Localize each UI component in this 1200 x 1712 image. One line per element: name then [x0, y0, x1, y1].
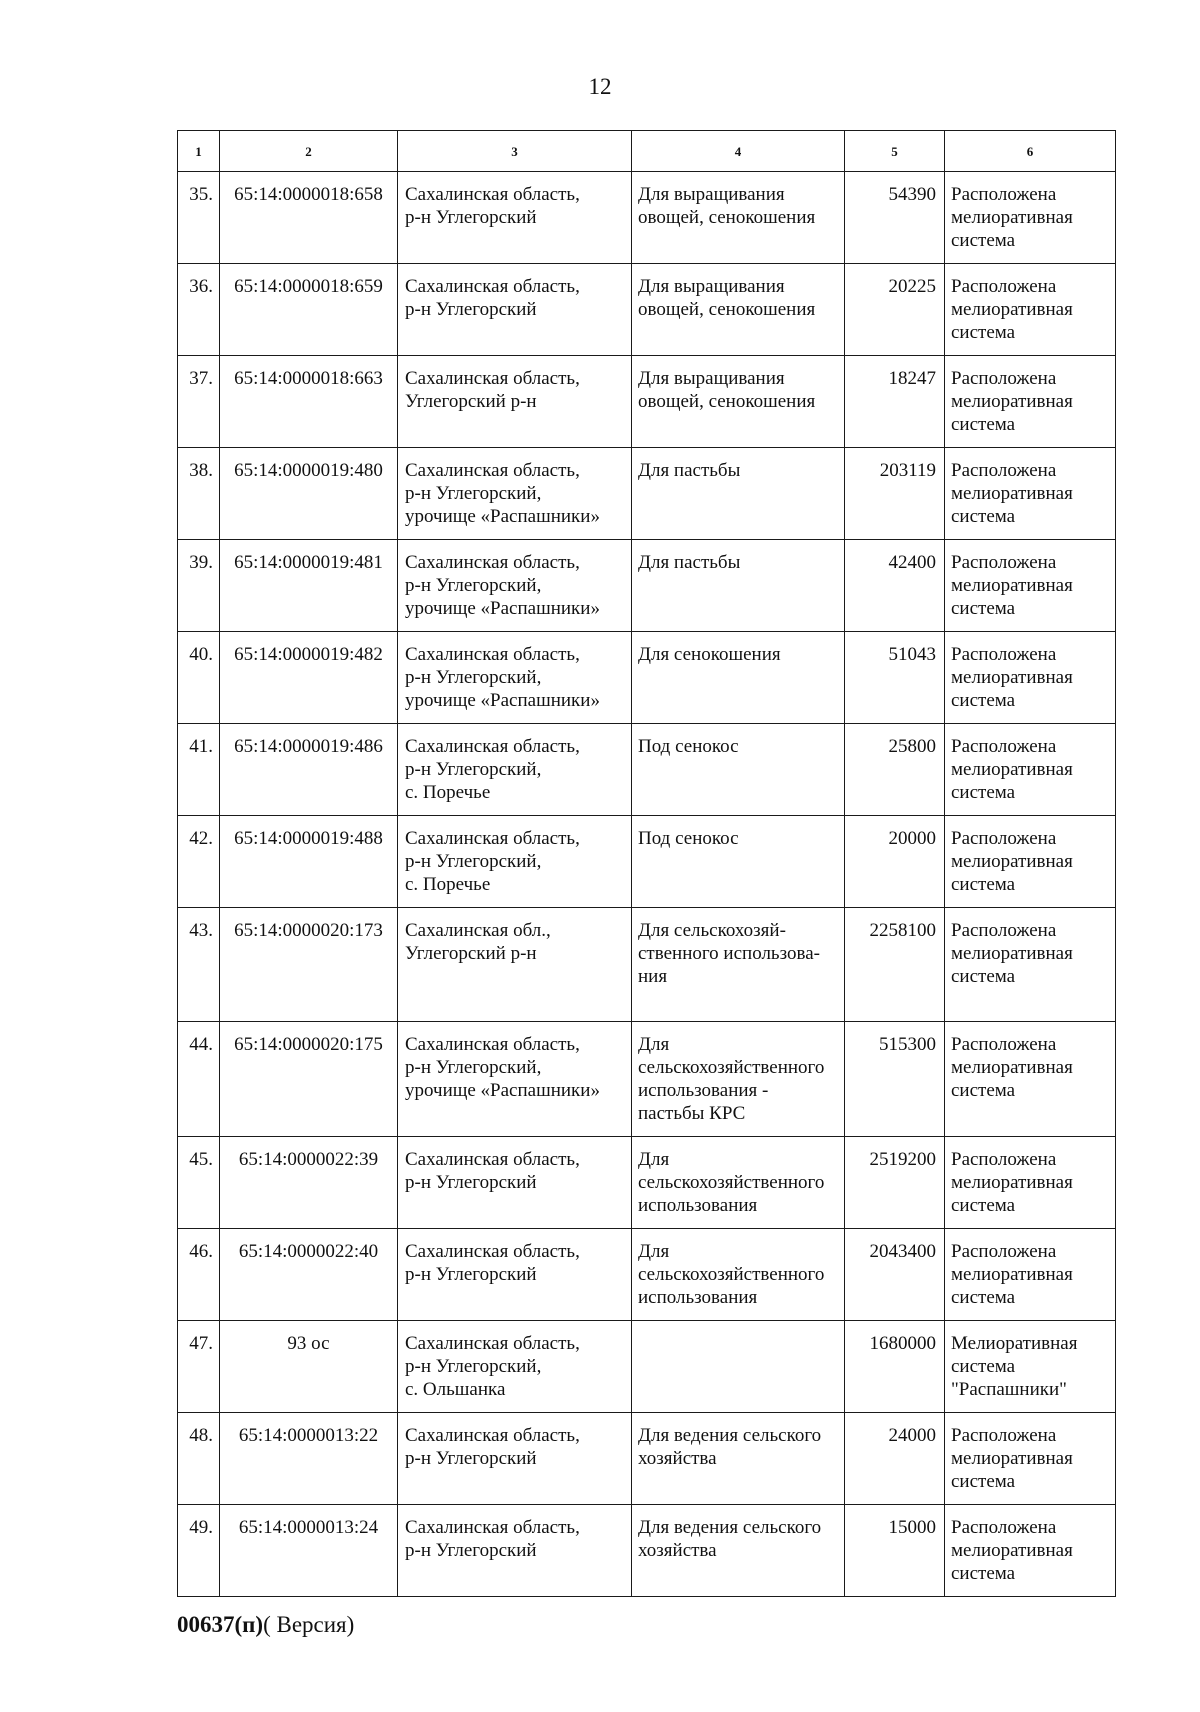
note-text: Расположена мелиоративная система [951, 828, 1073, 895]
address-text: Сахалинская область, Углегорский р-н [405, 368, 580, 412]
address-text: Сахалинская область, р-н Углегорский, урочище «Распашники» [405, 644, 600, 711]
cell-note [945, 1229, 1116, 1321]
cell-permitted-use [632, 356, 845, 448]
cell-note [945, 1022, 1116, 1137]
note-text: Расположена мелиоративная система [951, 1149, 1073, 1216]
row-number-text: 47. [189, 1333, 213, 1354]
table-header-row [178, 131, 1116, 172]
address-text: Сахалинская область, р-н Углегорский [405, 1517, 580, 1561]
cell-row-number [178, 724, 220, 816]
cell-permitted-use [632, 632, 845, 724]
document-code: 00637(п) [177, 1612, 264, 1637]
area-text: 42400 [888, 552, 936, 573]
cell-address [398, 632, 632, 724]
cell-cadastral-number [220, 1022, 398, 1137]
header-col-6: 6 [945, 131, 1116, 172]
cell-address [398, 1321, 632, 1413]
cell-permitted-use [632, 1413, 845, 1505]
table-row [178, 540, 1116, 632]
land-parcels-table [177, 130, 1116, 1597]
cell-permitted-use [632, 1137, 845, 1229]
cell-permitted-use [632, 172, 845, 264]
table-row [178, 1229, 1116, 1321]
cell-area [845, 632, 945, 724]
area-text: 15000 [888, 1517, 936, 1538]
cadastral-number-text: 65:14:0000019:481 [234, 552, 383, 573]
cell-cadastral-number [220, 724, 398, 816]
permitted-use-text: Для ведения сельского хозяйства [638, 1425, 822, 1469]
table-row [178, 1413, 1116, 1505]
note-text: Расположена мелиоративная система [951, 644, 1073, 711]
cell-address [398, 540, 632, 632]
table-row [178, 1505, 1116, 1597]
address-text: Сахалинская область, р-н Углегорский [405, 1241, 580, 1285]
cell-note [945, 448, 1116, 540]
address-text: Сахалинская область, р-н Углегорский, с. Поречье [405, 828, 580, 895]
note-text: Расположена мелиоративная система [951, 1034, 1073, 1101]
table-row [178, 356, 1116, 448]
cell-cadastral-number [220, 1137, 398, 1229]
permitted-use-text: Для сельскохозяйственного использования [638, 1149, 825, 1216]
cell-area [845, 1505, 945, 1597]
header-col-1: 1 [178, 131, 220, 172]
cell-area [845, 448, 945, 540]
permitted-use-text: Для ведения сельского хозяйства [638, 1517, 822, 1561]
permitted-use-text: Для сельскохозяйственного использования [638, 1241, 825, 1308]
cell-row-number [178, 172, 220, 264]
cell-area [845, 908, 945, 1022]
cell-permitted-use [632, 908, 845, 1022]
table-row [178, 264, 1116, 356]
cell-cadastral-number [220, 632, 398, 724]
table-row [178, 1022, 1116, 1137]
cell-note [945, 908, 1116, 1022]
address-text: Сахалинская область, р-н Углегорский [405, 1149, 580, 1193]
address-text: Сахалинская область, р-н Углегорский [405, 276, 580, 320]
table-row [178, 1321, 1116, 1413]
cell-area [845, 540, 945, 632]
cell-cadastral-number [220, 356, 398, 448]
cell-row-number [178, 632, 220, 724]
area-text: 515300 [879, 1034, 936, 1055]
cell-row-number [178, 1413, 220, 1505]
cell-note [945, 724, 1116, 816]
permitted-use-text: Под сенокос [638, 736, 739, 757]
cell-cadastral-number [220, 172, 398, 264]
cell-area [845, 816, 945, 908]
cell-address [398, 724, 632, 816]
header-col-4: 4 [632, 131, 845, 172]
permitted-use-text: Для сельскохозяй- ственного использова- ния [638, 920, 820, 987]
cadastral-number-text: 65:14:0000018:658 [234, 184, 383, 205]
cell-cadastral-number [220, 1505, 398, 1597]
area-text: 54390 [888, 184, 936, 205]
permitted-use-text: Для сенокошения [638, 644, 781, 665]
note-text: Мелиоративная система "Распашники" [951, 1333, 1078, 1400]
row-number-text: 37. [189, 368, 213, 389]
cell-note [945, 1137, 1116, 1229]
cell-row-number [178, 1505, 220, 1597]
row-number-text: 38. [189, 460, 213, 481]
cell-row-number [178, 1229, 220, 1321]
cell-address [398, 448, 632, 540]
row-number-text: 42. [189, 828, 213, 849]
table-row [178, 908, 1116, 1022]
row-number-text: 44. [189, 1034, 213, 1055]
cell-row-number [178, 908, 220, 1022]
cell-row-number [178, 1321, 220, 1413]
note-text: Расположена мелиоративная система [951, 920, 1073, 987]
cell-row-number [178, 448, 220, 540]
note-text: Расположена мелиоративная система [951, 1517, 1073, 1584]
permitted-use-text: Для пастьбы [638, 552, 741, 573]
table-row [178, 724, 1116, 816]
cell-note [945, 172, 1116, 264]
header-col-3: 3 [398, 131, 632, 172]
table-row [178, 1137, 1116, 1229]
cell-area [845, 724, 945, 816]
cell-note [945, 356, 1116, 448]
cell-cadastral-number [220, 908, 398, 1022]
area-text: 18247 [888, 368, 936, 389]
cell-note [945, 1321, 1116, 1413]
cadastral-number-text: 65:14:0000020:173 [234, 920, 383, 941]
cell-cadastral-number [220, 816, 398, 908]
cell-row-number [178, 816, 220, 908]
address-text: Сахалинская область, р-н Углегорский, урочище «Распашники» [405, 1034, 600, 1101]
cell-row-number [178, 540, 220, 632]
cell-area [845, 1137, 945, 1229]
address-text: Сахалинская обл., Углегорский р-н [405, 920, 551, 964]
note-text: Расположена мелиоративная система [951, 368, 1073, 435]
cadastral-number-text: 65:14:0000022:39 [238, 1149, 379, 1170]
cell-area [845, 356, 945, 448]
row-number-text: 35. [189, 184, 213, 205]
cell-address [398, 356, 632, 448]
cadastral-number-text: 65:14:0000019:488 [234, 828, 383, 849]
cadastral-number-text: 65:14:0000018:659 [234, 276, 383, 297]
table-row [178, 172, 1116, 264]
note-text: Расположена мелиоративная система [951, 552, 1073, 619]
cell-row-number [178, 356, 220, 448]
address-text: Сахалинская область, р-н Углегорский [405, 1425, 580, 1469]
cell-area [845, 1022, 945, 1137]
cell-note [945, 1413, 1116, 1505]
area-text: 24000 [888, 1425, 936, 1446]
cell-address [398, 1229, 632, 1321]
row-number-text: 43. [189, 920, 213, 941]
row-number-text: 39. [189, 552, 213, 573]
permitted-use-text: Для сельскохозяйственного использования - пастьбы КРС [638, 1034, 825, 1124]
address-text: Сахалинская область, р-н Углегорский [405, 184, 580, 228]
cell-row-number [178, 1137, 220, 1229]
area-text: 2043400 [869, 1241, 936, 1262]
row-number-text: 49. [189, 1517, 213, 1538]
address-text: Сахалинская область, р-н Углегорский, с. Поречье [405, 736, 580, 803]
permitted-use-text: Для выращивания овощей, сенокошения [638, 276, 816, 320]
cell-cadastral-number [220, 540, 398, 632]
cadastral-number-text: 93 ос [287, 1333, 330, 1354]
cell-area [845, 264, 945, 356]
row-number-text: 45. [189, 1149, 213, 1170]
cell-permitted-use [632, 540, 845, 632]
note-text: Расположена мелиоративная система [951, 184, 1073, 251]
cell-address [398, 1413, 632, 1505]
cadastral-number-text: 65:14:0000013:24 [238, 1517, 379, 1538]
cell-note [945, 264, 1116, 356]
cadastral-number-text: 65:14:0000020:175 [234, 1034, 383, 1055]
cell-permitted-use [632, 1229, 845, 1321]
document-footer [177, 1612, 354, 1638]
cadastral-number-text: 65:14:0000019:486 [234, 736, 383, 757]
row-number-text: 36. [189, 276, 213, 297]
cell-permitted-use [632, 264, 845, 356]
permitted-use-text: Для пастьбы [638, 460, 741, 481]
cell-cadastral-number [220, 1321, 398, 1413]
cell-permitted-use [632, 1505, 845, 1597]
cell-address [398, 1505, 632, 1597]
area-text: 1680000 [869, 1333, 936, 1354]
permitted-use-text: Для выращивания овощей, сенокошения [638, 368, 816, 412]
cadastral-number-text: 65:14:0000019:480 [234, 460, 383, 481]
note-text: Расположена мелиоративная система [951, 1241, 1073, 1308]
cell-area [845, 1229, 945, 1321]
area-text: 2258100 [869, 920, 936, 941]
area-text: 20225 [888, 276, 936, 297]
area-text: 203119 [879, 460, 936, 481]
cell-address [398, 908, 632, 1022]
cell-note [945, 632, 1116, 724]
row-number-text: 40. [189, 644, 213, 665]
header-col-2: 2 [220, 131, 398, 172]
table-row [178, 448, 1116, 540]
permitted-use-text: Под сенокос [638, 828, 739, 849]
cadastral-number-text: 65:14:0000013:22 [238, 1425, 379, 1446]
cell-address [398, 816, 632, 908]
cell-permitted-use [632, 724, 845, 816]
permitted-use-text: Для выращивания овощей, сенокошения [638, 184, 816, 228]
cell-permitted-use [632, 816, 845, 908]
area-text: 51043 [888, 644, 936, 665]
page-number: 12 [588, 74, 612, 99]
cell-address [398, 172, 632, 264]
note-text: Расположена мелиоративная система [951, 1425, 1073, 1492]
cell-note [945, 1505, 1116, 1597]
cell-note [945, 816, 1116, 908]
cell-cadastral-number [220, 264, 398, 356]
cell-address [398, 1137, 632, 1229]
row-number-text: 48. [189, 1425, 213, 1446]
cell-row-number [178, 1022, 220, 1137]
cell-address [398, 264, 632, 356]
note-text: Расположена мелиоративная система [951, 276, 1073, 343]
note-text: Расположена мелиоративная система [951, 460, 1073, 527]
cell-permitted-use [632, 448, 845, 540]
address-text: Сахалинская область, р-н Углегорский, урочище «Распашники» [405, 552, 600, 619]
address-text: Сахалинская область, р-н Углегорский, с. Ольшанка [405, 1333, 580, 1400]
table-row [178, 632, 1116, 724]
area-text: 20000 [888, 828, 936, 849]
cell-note [945, 540, 1116, 632]
area-text: 25800 [888, 736, 936, 757]
document-version: ( Версия) [263, 1612, 355, 1637]
row-number-text: 41. [189, 736, 213, 757]
cadastral-number-text: 65:14:0000019:482 [234, 644, 383, 665]
row-number-text: 46. [189, 1241, 213, 1262]
cell-row-number [178, 264, 220, 356]
cell-area [845, 172, 945, 264]
cell-cadastral-number [220, 1229, 398, 1321]
note-text: Расположена мелиоративная система [951, 736, 1073, 803]
cell-area [845, 1413, 945, 1505]
header-col-5: 5 [845, 131, 945, 172]
cell-permitted-use [632, 1022, 845, 1137]
cell-cadastral-number [220, 1413, 398, 1505]
area-text: 2519200 [869, 1149, 936, 1170]
table-body [178, 172, 1116, 1597]
cell-permitted-use [632, 1321, 845, 1413]
cadastral-number-text: 65:14:0000018:663 [234, 368, 383, 389]
table-row [178, 816, 1116, 908]
cell-area [845, 1321, 945, 1413]
cell-address [398, 1022, 632, 1137]
cell-cadastral-number [220, 448, 398, 540]
cadastral-number-text: 65:14:0000022:40 [238, 1241, 379, 1262]
address-text: Сахалинская область, р-н Углегорский, урочище «Распашники» [405, 460, 600, 527]
